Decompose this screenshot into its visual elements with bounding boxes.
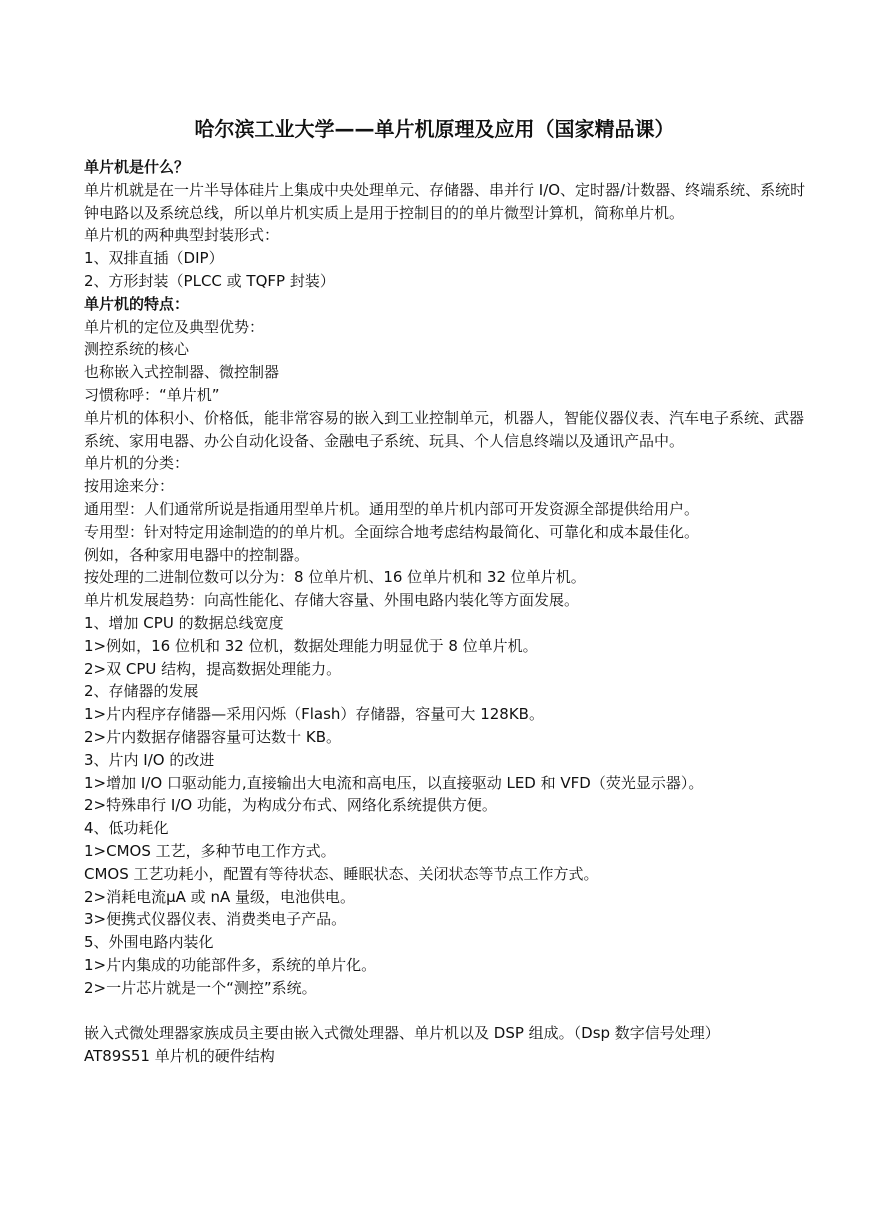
text-line: 2>片内数据存储器容量可达数十 KB。: [84, 727, 342, 746]
text-line: 也称嵌入式控制器、微控制器: [84, 363, 280, 382]
text-line: 嵌入式微处理器家族成员主要由嵌入式微处理器、单片机以及 DSP 组成。（Dsp 数字信号处理）: [84, 1024, 720, 1043]
text-line: 2>特殊串行 I/O 功能，为构成分布式、网络化系统提供方便。: [84, 796, 497, 815]
text-line: 单片机的分类：: [84, 454, 190, 473]
text-line: 1>片内集成的功能部件多，系统的单片化。: [84, 955, 377, 974]
text-line: 测控系统的核心: [84, 340, 190, 359]
text-line: 2、存储器的发展: [84, 682, 199, 701]
text-line: 3>便携式仪器仪表、消费类电子产品。: [84, 910, 347, 929]
text-line: 2>一片芯片就是一个“测控”系统。: [84, 978, 317, 997]
text-line: 按处理的二进制位数可以分为：8 位单片机、16 位单片机和 32 位单片机。: [84, 568, 586, 587]
text-line: 1>例如，16 位机和 32 位机，数据处理能力明显优于 8 位单片机。: [84, 636, 538, 655]
text-line: 1>增加 I/O 口驱动能力,直接输出大电流和高电压，以直接驱动 LED 和 VFD（荧光显示器）。: [84, 773, 704, 792]
text-line: 2>消耗电流μA 或 nA 量级，电池供电。: [84, 887, 355, 906]
document-body: [84, 156, 812, 1068]
text-line: 1>片内程序存储器—采用闪烁（Flash）存储器，容量可大 128KB。: [84, 705, 544, 724]
text-line: 例如，各种家用电器中的控制器。: [84, 545, 310, 564]
text-line: 单片机发展趋势：向高性能化、存储大容量、外围电路内装化等方面发展。: [84, 591, 580, 610]
text-line: CMOS 工艺功耗小，配置有等待状态、睡眠状态、关闭状态等节点工作方式。: [84, 864, 599, 883]
paragraph-applications: 单片机的体积小、价格低，能非常容易的嵌入到工业控制单元，机器人，智能仪器仪表、汽车电子系统、武器系统、家用电器、办公自动化设备、金融电子系统、玩具、个人信息终端以及通讯产品中。: [84, 408, 805, 450]
text-line: 通用型：人们通常所说是指通用型单片机。通用型的单片机内部可开发资源全部提供给用户。: [84, 499, 700, 518]
text-line: 单片机的定位及典型优势：: [84, 317, 265, 336]
text-line: 5、外围电路内装化: [84, 933, 214, 952]
text-line: 3、片内 I/O 的改进: [84, 750, 215, 769]
text-line: 1、增加 CPU 的数据总线宽度: [84, 613, 284, 632]
document-title: 哈尔滨工业大学——单片机原理及应用（国家精品课）: [194, 117, 675, 141]
paragraph-definition: 单片机就是在一片半导体硅片上集成中央处理单元、存储器、串并行 I/O、定时器/计数器、终端系统、系统时钟电路以及系统总线，所以单片机实质上是用于控制目的的单片微型计算机，简称单片机。: [84, 180, 806, 222]
text-line: AT89S51 单片机的硬件结构: [84, 1047, 275, 1066]
text-line: 1>CMOS 工艺，多种节电工作方式。: [84, 841, 336, 860]
text-line: 1、双排直插（DIP）: [84, 249, 224, 268]
heading-what-is-mcu: 单片机是什么？: [84, 158, 190, 176]
text-line: 专用型：针对特定用途制造的的单片机。全面综合地考虑结构最简化、可靠化和成本最佳化。: [84, 522, 700, 541]
text-line: 按用途来分：: [84, 477, 175, 496]
text-line: 2>双 CPU 结构，提高数据处理能力。: [84, 659, 342, 678]
text-line: 2、方形封装（PLCC 或 TQFP 封装）: [84, 271, 335, 290]
blank-line: [84, 999, 812, 1022]
heading-features: 单片机的特点：: [84, 294, 190, 313]
text-line: 习惯称呼：“单片机”: [84, 385, 220, 404]
text-line: 4、低功耗化: [84, 819, 169, 838]
text-line: 单片机的两种典型封装形式：: [84, 226, 280, 245]
